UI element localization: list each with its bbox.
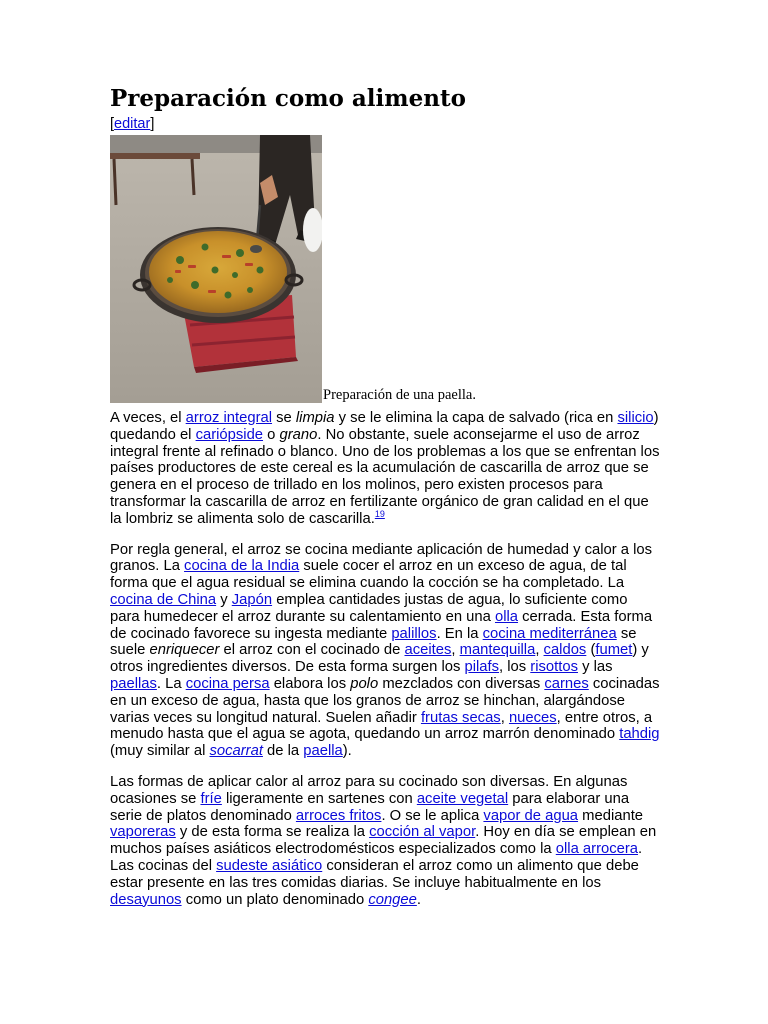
text: . bbox=[416, 891, 421, 908]
link-cocina-mediterranea[interactable]: cocina mediterránea bbox=[482, 625, 617, 642]
link-socarrat[interactable] bbox=[209, 743, 262, 759]
link-nueces[interactable]: nueces bbox=[508, 709, 557, 726]
text: se suele bbox=[110, 625, 637, 659]
link-olla[interactable]: olla bbox=[494, 608, 519, 625]
text: . La bbox=[156, 675, 186, 692]
link-desayunos[interactable]: desayunos bbox=[110, 891, 182, 908]
link-arroces-fritos[interactable]: arroces fritos bbox=[295, 807, 382, 824]
link-mantequilla[interactable]: mantequilla bbox=[459, 642, 536, 659]
link-congee[interactable] bbox=[368, 892, 417, 908]
italic-text: enriquecer bbox=[149, 642, 220, 659]
italic-text: limpia bbox=[295, 410, 335, 426]
text: cerrada. Esta forma de cocinado favorece su ingesta mediante bbox=[110, 608, 653, 642]
text: mezclados con diversas bbox=[378, 675, 545, 692]
link-pilafs[interactable]: pilafs bbox=[464, 659, 500, 676]
text: y las bbox=[577, 659, 613, 676]
text: Por regla general, el arroz se cocina mediante aplicación de humedad y calor a los granos. La bbox=[110, 541, 653, 575]
edit-link[interactable]: editar bbox=[114, 116, 151, 132]
link-frutas-secas[interactable]: frutas secas bbox=[420, 709, 501, 726]
paella-photo bbox=[110, 135, 322, 403]
text: cocinadas en un exceso de agua, hasta que los granos de arroz se hinchan, alargándose varias veces su longitud natural. Suelen añadir bbox=[110, 675, 660, 726]
italic-link-text[interactable]: congee bbox=[368, 891, 417, 908]
reference-link[interactable]: 19 bbox=[374, 508, 385, 519]
link-paella[interactable]: paella bbox=[303, 743, 343, 760]
link-caldos[interactable]: caldos bbox=[543, 642, 587, 659]
link-silicio[interactable]: silicio bbox=[617, 410, 654, 426]
link-vapor-de-agua[interactable]: vapor de agua bbox=[483, 807, 579, 824]
text: (muy similar al bbox=[110, 743, 210, 760]
text: mediante bbox=[578, 807, 644, 824]
text: . Hoy en día se emplean en muchos países asiáticos electrodomésticos especializados como la bbox=[110, 824, 657, 858]
italic-link-text[interactable]: socarrat bbox=[209, 743, 263, 760]
text: y se le elimina la capa de salvado (rica en bbox=[334, 410, 618, 426]
figure bbox=[110, 135, 660, 403]
link-aceites[interactable]: aceites bbox=[404, 642, 452, 659]
text: Las formas de aplicar calor al arroz para su cocinado son diversas. En algunas ocasiones se bbox=[110, 773, 628, 807]
text: o bbox=[263, 426, 280, 443]
text: , bbox=[535, 642, 544, 659]
text: . Las cocinas del bbox=[110, 841, 643, 874]
bracket-open: [ bbox=[110, 116, 115, 132]
link-cocina-india[interactable]: cocina de la India bbox=[184, 558, 300, 575]
text: se bbox=[272, 410, 296, 426]
link-frie[interactable]: fríe bbox=[200, 790, 222, 807]
text: . O se le aplica bbox=[381, 807, 484, 824]
text: consideran el arroz como un alimento que debe estar presente en las tres comidas diarias. Se incluye habitualmente en los bbox=[110, 857, 639, 891]
link-arroz-integral[interactable]: arroz integral bbox=[185, 410, 273, 426]
section-heading: Preparación como alimento bbox=[110, 85, 466, 112]
text: , bbox=[451, 642, 460, 659]
text: ) quedando el bbox=[110, 410, 659, 443]
text: como un plato denominado bbox=[181, 891, 369, 908]
text: emplea cantidades justas de agua, lo suficiente como para humedecer el arroz durante su calentamiento en una bbox=[110, 591, 628, 625]
text: el arroz con el cocinado de bbox=[219, 642, 405, 659]
link-japon[interactable]: Japón bbox=[231, 591, 273, 608]
link-sudeste-asiatico[interactable]: sudeste asiático bbox=[216, 857, 323, 874]
link-cocina-china[interactable]: cocina de China bbox=[110, 591, 217, 608]
link-carnes[interactable]: carnes bbox=[544, 675, 589, 692]
bracket-close: ] bbox=[150, 116, 155, 132]
text: ). bbox=[342, 743, 352, 760]
text: para elaborar una serie de platos denominado bbox=[110, 790, 630, 824]
text: . En la bbox=[436, 625, 483, 642]
text: y bbox=[216, 591, 232, 608]
text: , bbox=[500, 709, 509, 726]
link-paellas[interactable]: paellas bbox=[110, 675, 157, 692]
link-cocina-persa[interactable]: cocina persa bbox=[185, 675, 270, 692]
text: , los bbox=[499, 659, 531, 676]
text: A veces, el bbox=[110, 410, 186, 426]
text: elabora los bbox=[269, 675, 351, 692]
link-cariopside[interactable]: cariópside bbox=[195, 426, 264, 443]
paragraph-2 bbox=[110, 542, 660, 760]
link-olla-arrocera[interactable]: olla arrocera bbox=[555, 841, 639, 858]
italic-text: polo bbox=[350, 675, 379, 692]
text: ) y otros ingredientes diversos. De esta forma surgen los bbox=[110, 642, 649, 676]
text: , entre otros, a menudo hasta que el agua se agota, quedando un arroz marrón denominado bbox=[110, 709, 653, 743]
text: de la bbox=[262, 743, 304, 760]
link-risottos[interactable]: risottos bbox=[530, 659, 578, 676]
paragraph-3 bbox=[110, 774, 660, 908]
link-tahdig[interactable]: tahdig bbox=[619, 726, 660, 743]
italic-text: grano bbox=[279, 426, 318, 443]
text: suele cocer el arroz en un exceso de agua, de tal forma que el agua residual se elimina cuando la cocción se ha completado. La bbox=[110, 558, 627, 592]
text: ligeramente en sartenes con bbox=[221, 790, 417, 807]
text: y de esta forma se realiza la bbox=[175, 824, 370, 841]
link-vaporeras[interactable]: vaporeras bbox=[110, 824, 176, 841]
figure-caption: Preparación de una paella. bbox=[323, 387, 476, 403]
link-aceite-vegetal[interactable]: aceite vegetal bbox=[416, 790, 509, 807]
text: ( bbox=[586, 642, 596, 659]
link-fumet[interactable]: fumet bbox=[595, 642, 633, 659]
link-palillos[interactable]: palillos bbox=[391, 625, 437, 642]
edit-section bbox=[110, 115, 660, 133]
paragraph-1 bbox=[110, 410, 660, 528]
text: . No obstante, suele aconsejarme el uso de arroz integral frente al refinado o blanco. Uno de los problemas a los que se enfrentan los países productores de este cereal es la acumulación de cascarilla de arroz que se genera en el proceso de trillado en los molinos, pero existen procesos para transformar la cascarilla de arroz en fertilizante orgánico de gran calidad en el que la lombriz se alimenta solo de cascarilla. bbox=[110, 426, 660, 527]
link-coccion-al-vapor[interactable]: cocción al vapor bbox=[369, 824, 476, 841]
article-section bbox=[110, 84, 660, 908]
